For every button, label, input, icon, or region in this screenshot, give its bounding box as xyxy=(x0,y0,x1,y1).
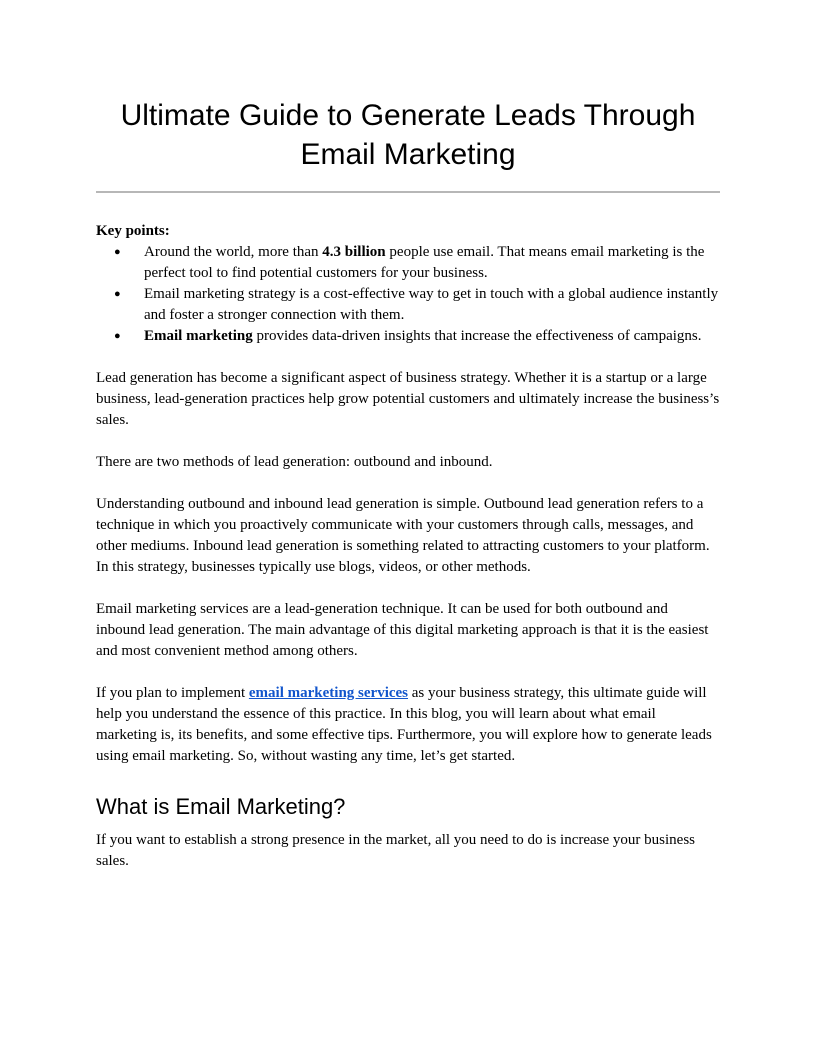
bullet-icon: ● xyxy=(114,288,121,300)
paragraph-email-services: Email marketing services are a lead-generation technique. It can be used for both outbound and inbound lead generation. The main advantage of this digital marketing approach is that it is the easiest and most convenient method among others. xyxy=(96,601,709,659)
document-body xyxy=(96,221,720,872)
paragraph-two-methods: There are two methods of lead generation: outbound and inbound. xyxy=(96,454,493,470)
horizontal-divider xyxy=(96,191,720,193)
bullet-1-before: Around the world, more than xyxy=(144,244,323,260)
document-page xyxy=(96,96,720,872)
key-points-list xyxy=(96,242,720,347)
paragraph-implement xyxy=(96,683,720,767)
bullet-icon: ● xyxy=(114,246,121,258)
list-item xyxy=(96,326,720,347)
list-item xyxy=(96,242,720,284)
section-heading: What is Email Marketing? xyxy=(96,794,346,819)
bullet-1-bold: 4.3 billion xyxy=(322,244,386,260)
list-item xyxy=(96,284,720,326)
bullet-2-text: Email marketing strategy is a cost-effective way to get in touch with a global audience instantly and foster a stronger connection with them. xyxy=(144,286,719,323)
section-paragraph: If you want to establish a strong presence in the market, all you need to do is increase your business sales. xyxy=(96,832,696,869)
bullet-icon: ● xyxy=(114,330,121,342)
implement-before: If you plan to implement xyxy=(96,685,249,701)
email-marketing-services-link[interactable]: email marketing services xyxy=(248,685,409,701)
implement-after: as your business strategy, this ultimate guide will help you understand the essence of this practice. In this blog, you will learn about what email marketing is, its benefits, and some effective tips. Furthermore, you will explore how to generate leads using email marketing. So, without wasting any time, let’s get started. xyxy=(96,685,712,764)
paragraph-outbound-inbound: Understanding outbound and inbound lead generation is simple. Outbound lead generation refers to a technique in which you proactively communicate with your customers through calls, messages, and other mediums. Inbound lead generation is something related to attracting customers to your platform. In this strategy, businesses typically use blogs, videos, or other methods. xyxy=(96,496,710,575)
key-points-heading: Key points: xyxy=(96,223,170,239)
bullet-3-bold: Email marketing xyxy=(144,328,253,344)
title-line-2: Email Marketing xyxy=(300,138,516,171)
bullet-3-after: provides data-driven insights that increase the effectiveness of campaigns. xyxy=(252,328,702,344)
document-title xyxy=(96,96,720,174)
bullet-1-after: people use email. That means email marketing is the perfect tool to find potential customers for your business. xyxy=(144,244,705,281)
title-line-1: Ultimate Guide to Generate Leads Through xyxy=(120,99,696,132)
paragraph-lead-generation: Lead generation has become a significant aspect of business strategy. Whether it is a startup or a large business, lead-generation practices help grow potential customers and ultimately increase the business’s sales. xyxy=(96,370,720,428)
